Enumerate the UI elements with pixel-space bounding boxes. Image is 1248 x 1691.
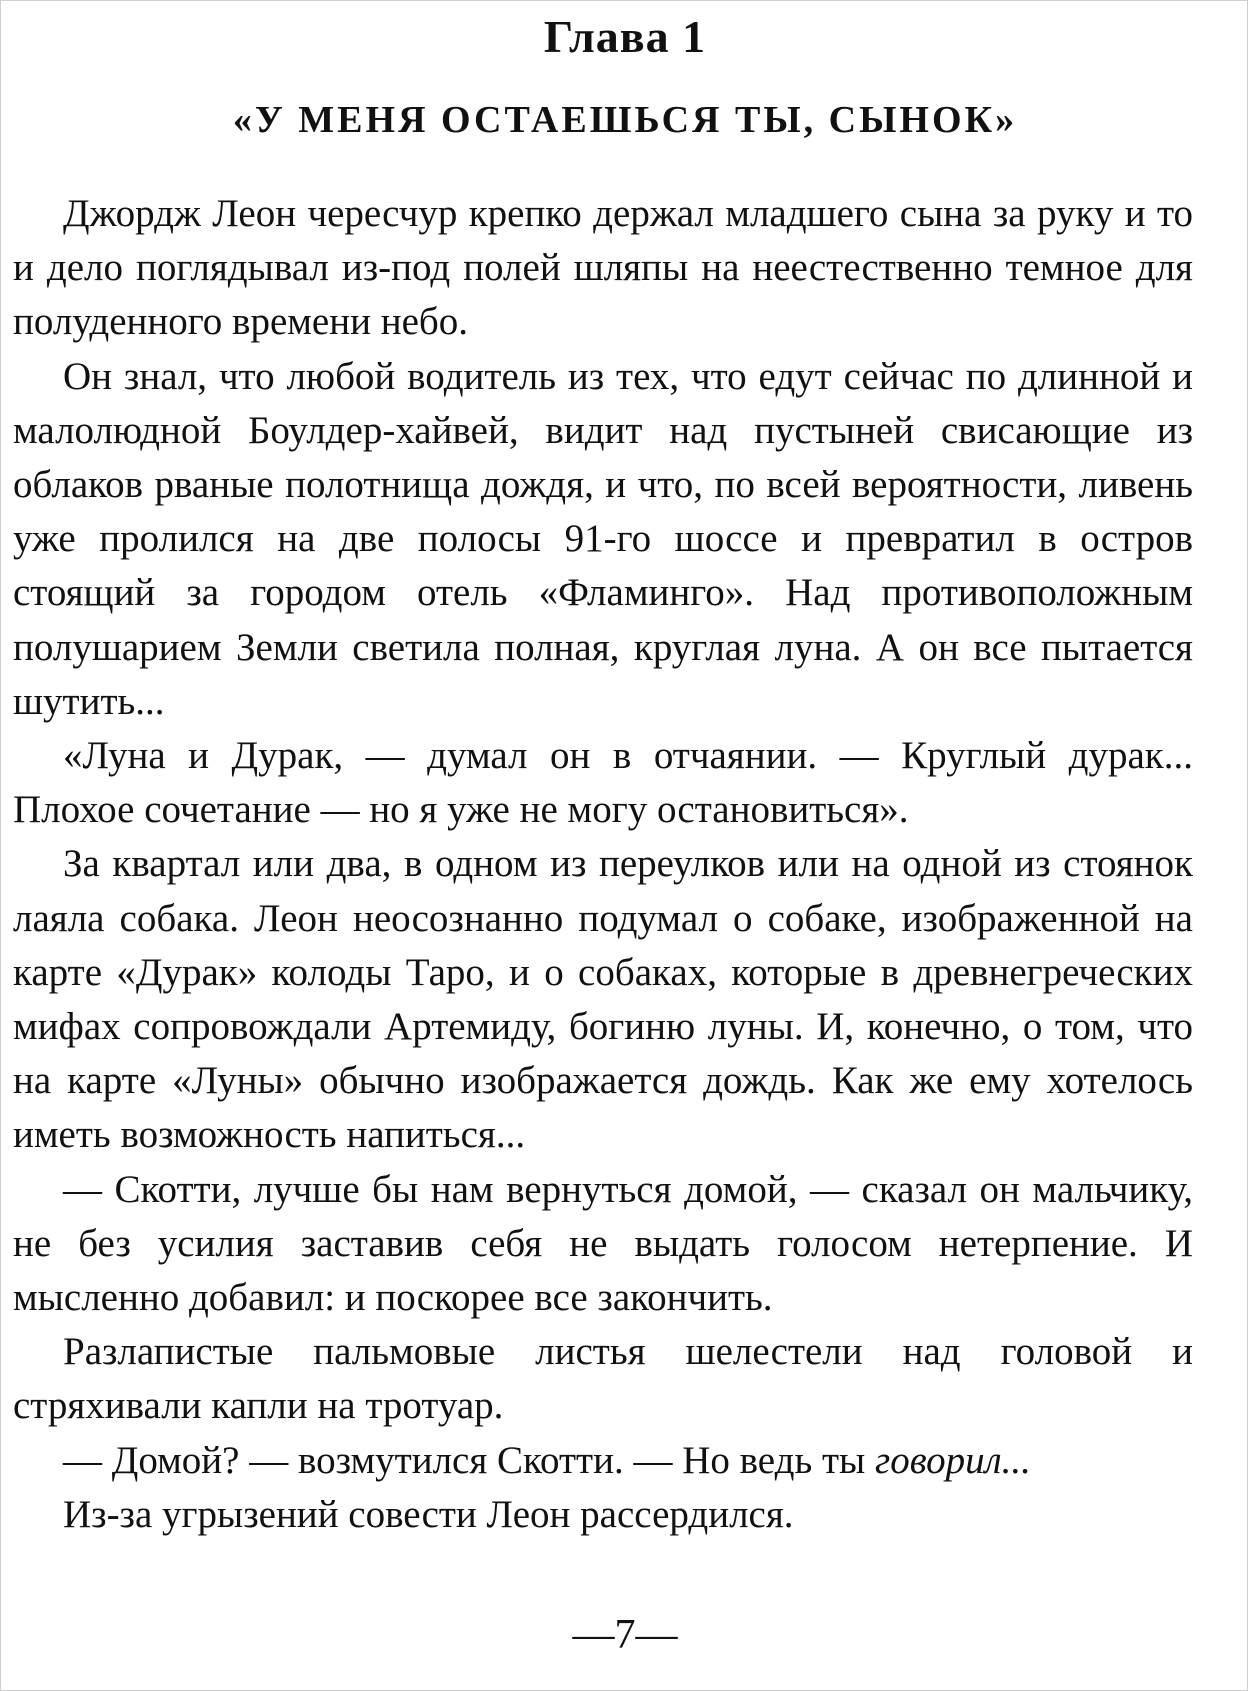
paragraph: За квартал или два, в одном из переулков или на одной из стоянок лаяла собака. Леон неосознанно подумал о собаке, изображенной на карте «Дурак» колоды Таро, и о собаках, которые в древнегреческих мифах сопровождали Артемиду, богиню луны. И, конечно, о том, что на карте «Луны» обычно изображается дождь. Как же ему хотелось иметь возможность напиться... (13, 842, 1193, 1157)
chapter-subtitle: «У МЕНЯ ОСТАЕШЬСЯ ТЫ, СЫНОК» (232, 99, 1018, 141)
paragraph: Разлапистые пальмовые листья шелестели над головой и стряхивали капли на тротуар. (13, 1330, 1193, 1428)
dialogue-line: — Домой? — возмутился Скотти. — Но ведь ты (63, 1438, 875, 1482)
paragraph: Из-за угрызений совести Леон рассердился. (63, 1492, 794, 1536)
page-number: —7— (572, 1612, 678, 1658)
chapter-title: Глава 1 (543, 11, 707, 62)
italic-emphasis: говорил... (874, 1438, 1031, 1482)
dialogue-paragraph (13, 1434, 1193, 1488)
paragraph: Он знал, что любой водитель из тех, что едут сейчас по длинной и малолюдной Боулдер-хайвей, видит над пустыней свисающие из облаков рваные полотнища дождя, и что, по всей вероятности, ливень уже пролился на две полосы 91-го шоссе и превратил в остров стоящий за городом отель «Фламинго». Над противоположным полушарием Земли светила полная, круглая луна. А он все пытается шутить... (13, 354, 1193, 723)
body-text (13, 187, 1193, 1542)
paragraph: — Скотти, лучше бы нам вернуться домой, — сказал он мальчику, не без усилия заставив себя не выдать голосом нетерпение. И мысленно добавил: и поскорее все закончить. (13, 1167, 1193, 1320)
paragraph: Джордж Леон чересчур крепко держал младшего сына за руку и то и дело поглядывал из-под полей шляпы на неестественно темное для полуденного времени небо. (13, 192, 1193, 344)
paragraph: «Луна и Дурак, — думал он в отчаянии. — Круглый дурак... Плохое сочетание — но я уже не могу остановиться». (13, 734, 1193, 832)
